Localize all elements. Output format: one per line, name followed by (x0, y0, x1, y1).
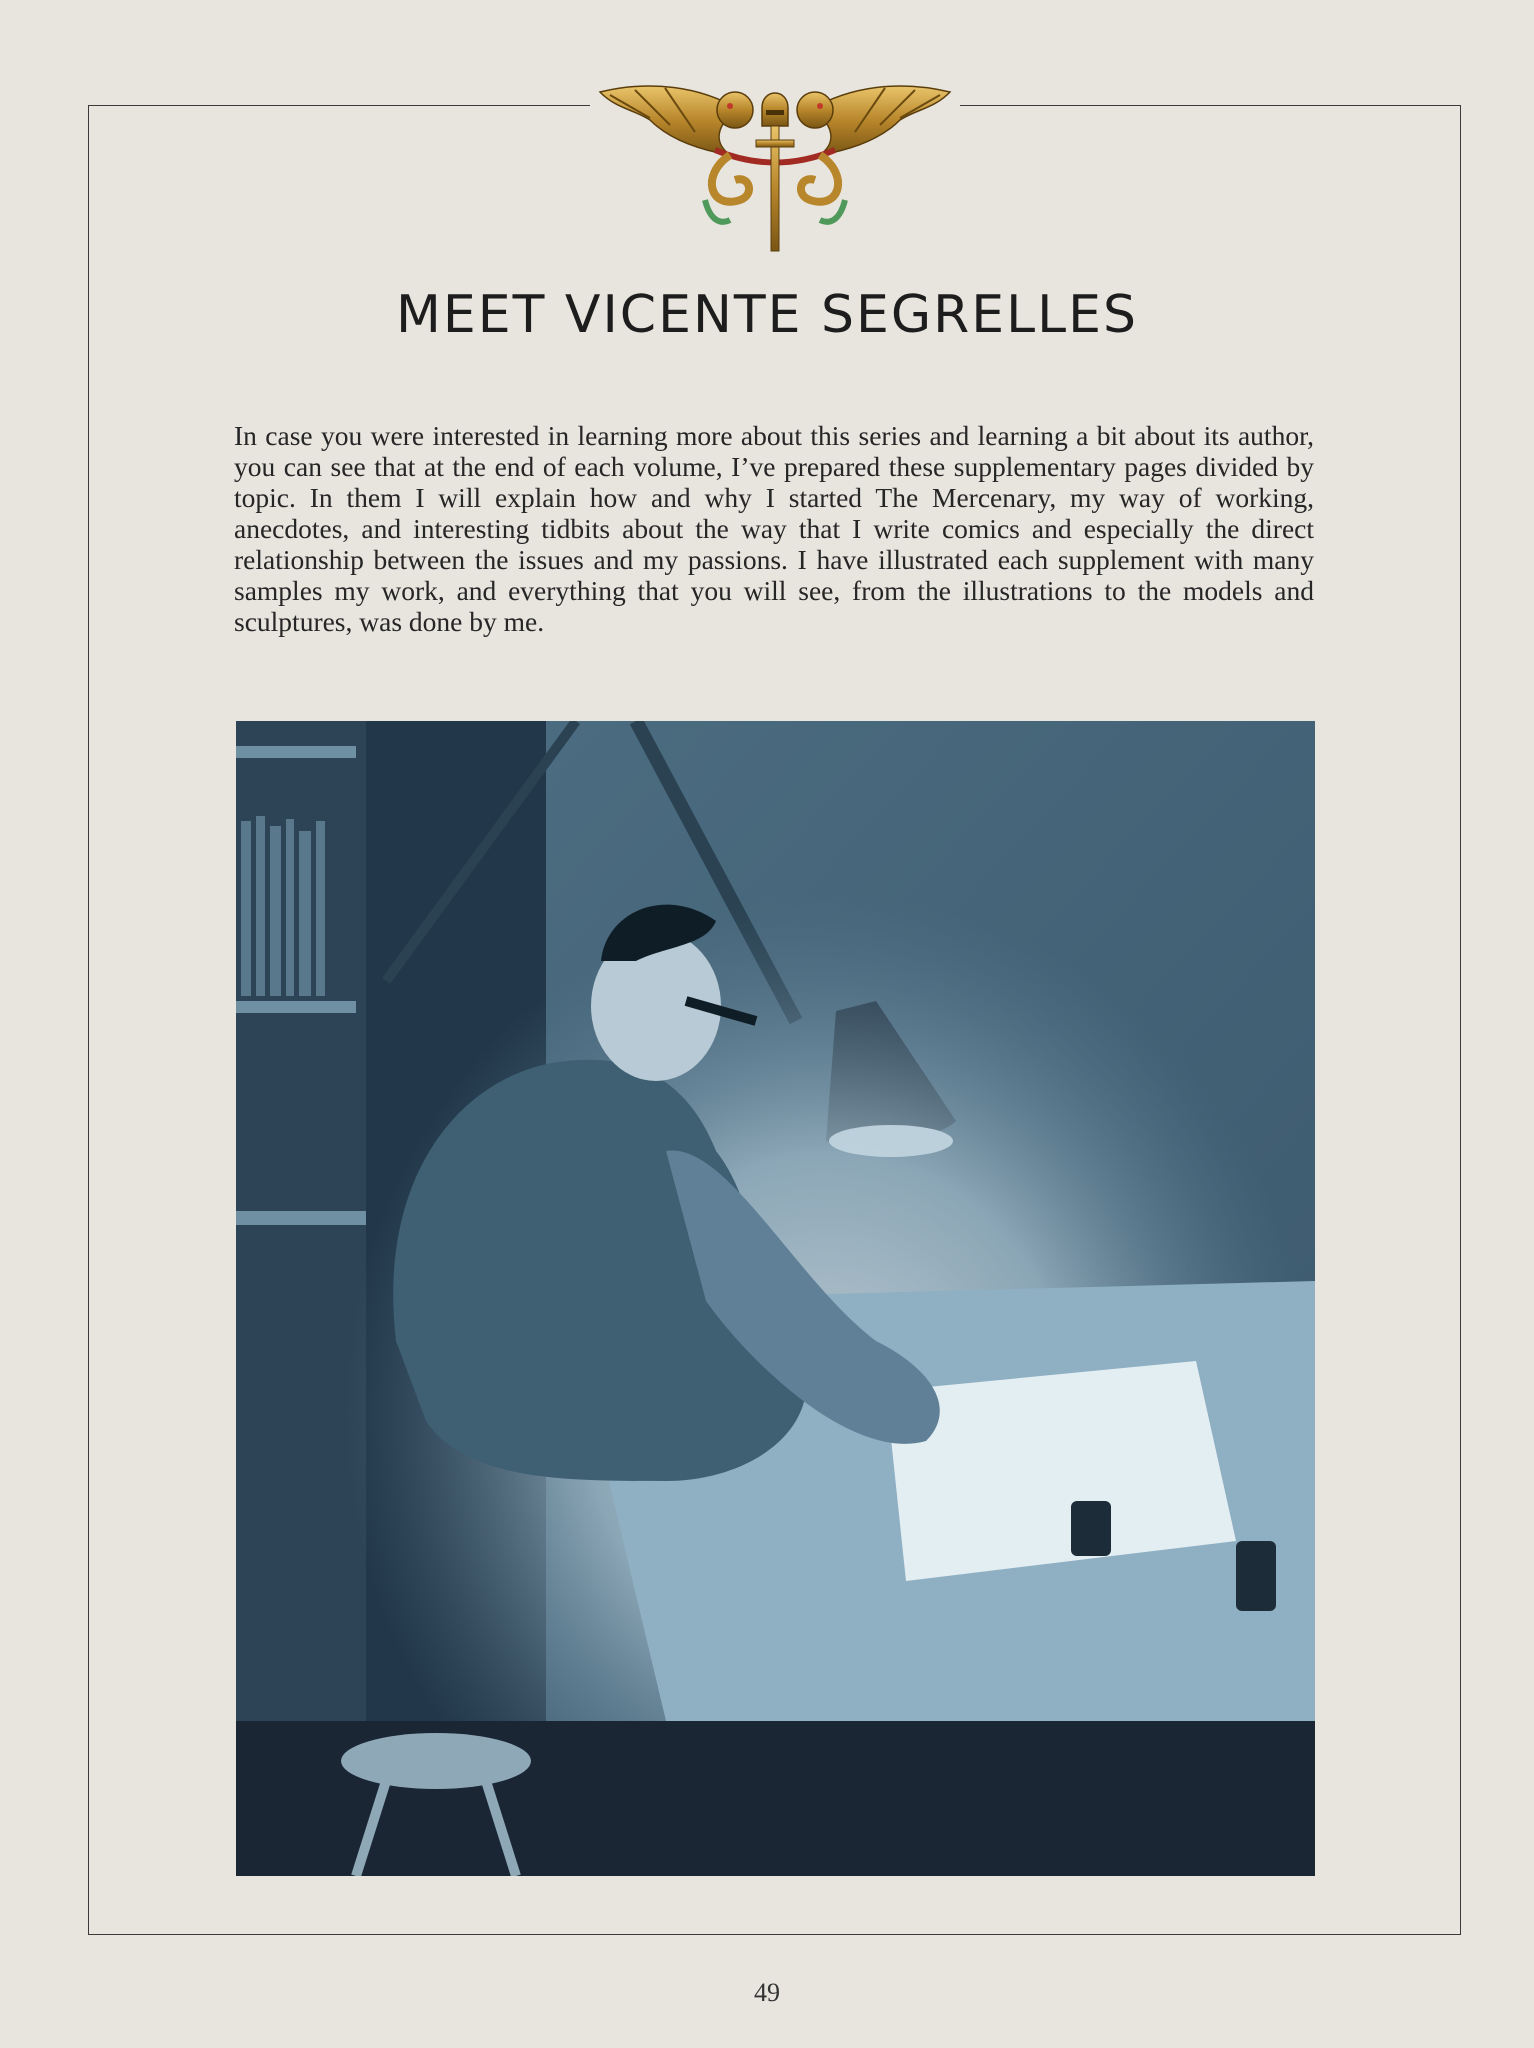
intro-paragraph: In case you were interested in learning more about this series and learning a bit about its author, you can see that at the end of each volume, I’ve prepared these supplementary pages divided by topic. In them I will explain how and why I started The Mercenary, my way of working, anecdotes, and interesting tidbits about the way that I write comics and especially the direct relationship between the issues and my passions. I have illustrated each supplement with many samples my work, and everything that you will see, from the illustrations to the models and sculptures, was done by me. (234, 420, 1314, 637)
page-number: 49 (754, 1978, 780, 2007)
gold-winged-dragons-sword-crest-icon (590, 80, 960, 255)
page-title: MEET VICENTE SEGRELLES (396, 285, 1138, 345)
artist-at-desk-photo (236, 721, 1315, 1876)
